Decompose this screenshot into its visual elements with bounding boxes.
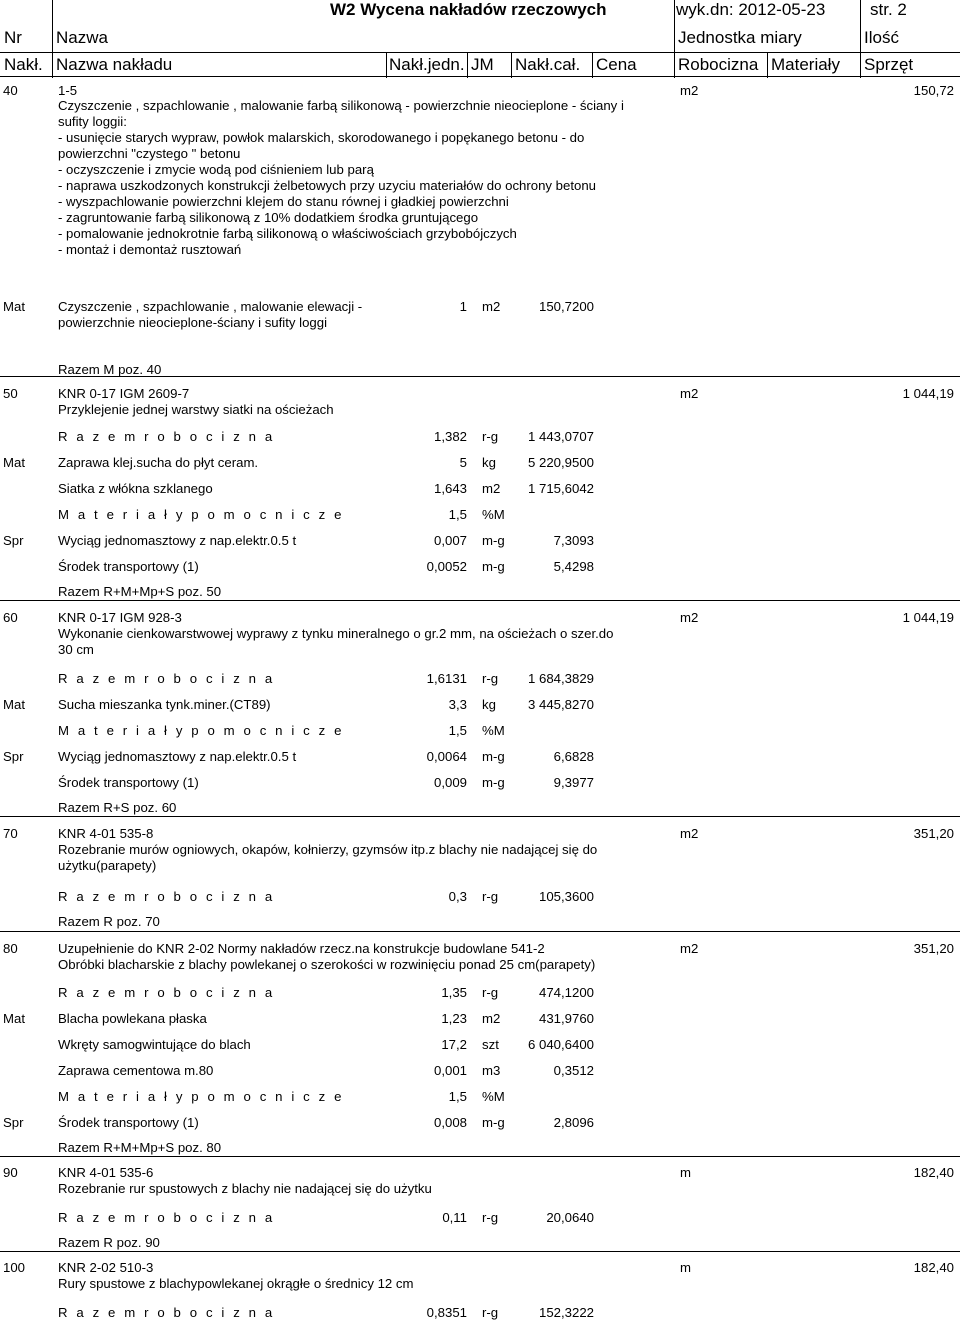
position-description: - usunięcie starych wypraw, powłok malarskich, skorodowanego i popękanego betonu - do [58, 130, 585, 145]
col-header-nakl-cal: Nakł.cał. [515, 55, 581, 74]
total-value: 1 684,3829 [527, 671, 594, 686]
position-code: KNR 2-02 510-3 [58, 1260, 154, 1275]
norm-value: 3,3 [448, 697, 467, 712]
total-value: 9,3977 [553, 775, 594, 790]
auxiliary-materials-label: M a t e r i a ł y p o m o c n i c z e [58, 507, 345, 522]
total-value: 431,9760 [538, 1011, 594, 1026]
position-description: Rozebranie murów ogniowych, okapów, kołnierzy, gzymsów itp.z blachy nie nadającej się do [58, 842, 598, 857]
unit: m-g [482, 749, 505, 764]
col-header-nakl-jedn: Nakł.jedn. [389, 55, 465, 74]
position-description: - naprawa uszkodzonych konstrukcji żelbetowych przy uzyciu materiałów do ochrony betonu [58, 178, 597, 193]
position-summary: Razem R poz. 90 [58, 1235, 160, 1250]
position-unit: m2 [680, 386, 699, 401]
labor-total-label: R a z e m r o b o c i z n a [58, 1210, 275, 1225]
position-description: sufity loggii: [58, 114, 127, 129]
material-name: Sucha mieszanka tynk.miner.(CT89) [58, 697, 271, 712]
col-header-materialy: Materiały [771, 55, 840, 74]
position-description: - wyszpachlowanie powierzchni klejem do stanu równej i gładkiej powierzchni [58, 194, 509, 209]
unit: r-g [482, 1210, 499, 1225]
norm-value: 1,382 [433, 429, 467, 444]
unit: %M [482, 723, 505, 738]
position-description: - zagruntowanie farbą silikonową z 10% dodatkiem środka gruntującego [58, 210, 479, 225]
col-header-nazwa-nakladu: Nazwa nakładu [56, 55, 173, 74]
position-unit: m2 [680, 83, 699, 98]
total-value: 7,3093 [553, 533, 594, 548]
material-name: Zaprawa cementowa m.80 [58, 1063, 214, 1078]
norm-value: 5 [459, 455, 467, 470]
position-summary: Razem R+S poz. 60 [58, 800, 177, 815]
equipment-name: Wyciąg jednomasztowy z nap.elektr.0.5 t [58, 533, 297, 548]
total-value: 474,1200 [538, 985, 594, 1000]
position-quantity: 182,40 [913, 1260, 954, 1275]
norm-value: 1 [459, 299, 467, 314]
position-code: KNR 4-01 535-6 [58, 1165, 154, 1180]
position-code: KNR 4-01 535-8 [58, 826, 154, 841]
total-value: 3 445,8270 [527, 697, 594, 712]
position-description: użytku(parapety) [58, 858, 157, 873]
position-code: Uzupełnienie do KNR 2-02 Normy nakładów rzecz.na konstrukcje budowlane 541-2 [58, 941, 545, 956]
col-header-ilosc: Ilość [864, 28, 899, 47]
col-header-sprzet: Sprzęt [864, 55, 914, 74]
norm-value: 0,0064 [426, 749, 467, 764]
total-value: 1 715,6042 [527, 481, 594, 496]
col-header-cena: Cena [596, 55, 637, 74]
labor-total-label: R a z e m r o b o c i z n a [58, 671, 275, 686]
col-header-robocizna: Robocizna [678, 55, 759, 74]
header-divider-2 [0, 76, 960, 77]
col-divider [511, 52, 512, 78]
position-number: 50 [3, 386, 18, 401]
position-number: 80 [3, 941, 18, 956]
position-description: Czyszczenie , szpachlowanie , malowanie farbą silikonową - powierzchnie nieocieplone - ściany i [58, 98, 624, 113]
unit: %M [482, 507, 505, 522]
unit: r-g [482, 889, 499, 904]
col-header-nakl: Nakł. [4, 55, 43, 74]
position-quantity: 182,40 [913, 1165, 954, 1180]
norm-value: 1,643 [433, 481, 467, 496]
position-code: KNR 0-17 IGM 928-3 [58, 610, 182, 625]
position-description: Rozebranie rur spustowych z blachy nie nadającej się do użytku [58, 1181, 432, 1196]
norm-value: 0,007 [433, 533, 467, 548]
position-summary: Razem M poz. 40 [58, 362, 162, 377]
unit: r-g [482, 1305, 499, 1320]
unit: r-g [482, 985, 499, 1000]
header-divider-1 [0, 52, 960, 53]
print-date: wyk.dn: 2012-05-23 [676, 0, 826, 19]
material-label: Mat [3, 299, 25, 314]
col-divider [674, 0, 675, 78]
labor-total-label: R a z e m r o b o c i z n a [58, 889, 275, 904]
position-number: 60 [3, 610, 18, 625]
equipment-name: Środek transportowy (1) [58, 775, 199, 790]
norm-value: 1,35 [441, 985, 467, 1000]
equipment-name: Wyciąg jednomasztowy z nap.elektr.0.5 t [58, 749, 297, 764]
unit: m-g [482, 1115, 505, 1130]
material-label: Mat [3, 455, 25, 470]
unit: r-g [482, 429, 499, 444]
position-summary: Razem R poz. 70 [58, 914, 160, 929]
norm-value: 1,5 [448, 1089, 467, 1104]
position-unit: m [680, 1260, 691, 1275]
position-quantity: 1 044,19 [902, 386, 954, 401]
material-name: Blacha powlekana płaska [58, 1011, 207, 1026]
position-description: Obróbki blacharskie z blachy powlekanej o szerokości w rozwinięciu ponad 25 cm(parapety) [58, 957, 596, 972]
equipment-name: Środek transportowy (1) [58, 1115, 199, 1130]
labor-total-label: R a z e m r o b o c i z n a [58, 1305, 275, 1320]
unit: m-g [482, 775, 505, 790]
position-description: Rury spustowe z blachypowlekanej okrągłe o średnicy 12 cm [58, 1276, 414, 1291]
page-title: W2 Wycena nakładów rzeczowych [330, 0, 607, 19]
unit: r-g [482, 671, 499, 686]
material-name: Wkręty samogwintujące do blach [58, 1037, 251, 1052]
norm-value: 1,5 [448, 723, 467, 738]
equipment-label: Spr [3, 533, 24, 548]
col-divider [386, 52, 387, 78]
position-number: 40 [3, 83, 18, 98]
position-number: 100 [3, 1260, 26, 1275]
page-number: str. 2 [870, 0, 907, 19]
position-description: powierzchni "czystego " betonu [58, 146, 241, 161]
unit: m2 [482, 299, 501, 314]
position-code: KNR 0-17 IGM 2609-7 [58, 386, 190, 401]
position-unit: m2 [680, 826, 699, 841]
auxiliary-materials-label: M a t e r i a ł y p o m o c n i c z e [58, 723, 345, 738]
total-value: 6 040,6400 [527, 1037, 594, 1052]
total-value: 1 443,0707 [527, 429, 594, 444]
col-header-jm: JM [471, 55, 494, 74]
norm-value: 0,009 [433, 775, 467, 790]
position-divider [0, 1251, 960, 1252]
position-quantity: 1 044,19 [902, 610, 954, 625]
position-description: 30 cm [58, 642, 94, 657]
total-value: 0,3512 [553, 1063, 594, 1078]
position-description: - montaż i demontaż rusztowań [58, 242, 242, 257]
position-summary: Razem R+M+Mp+S poz. 80 [58, 1140, 222, 1155]
material-name: Zaprawa klej.sucha do płyt ceram. [58, 455, 259, 470]
norm-value: 1,5 [448, 507, 467, 522]
equipment-label: Spr [3, 1115, 24, 1130]
col-divider [52, 0, 53, 78]
unit: %M [482, 1089, 505, 1104]
norm-value: 1,6131 [426, 671, 467, 686]
position-unit: m2 [680, 610, 699, 625]
norm-value: 0,11 [442, 1210, 467, 1225]
unit: m2 [482, 481, 501, 496]
equipment-name: Środek transportowy (1) [58, 559, 199, 574]
col-header-nazwa: Nazwa [56, 28, 108, 47]
material-name: Siatka z włókna szklanego [58, 481, 213, 496]
total-value: 5,4298 [553, 559, 594, 574]
position-divider [0, 816, 960, 817]
labor-total-label: R a z e m r o b o c i z n a [58, 429, 275, 444]
position-description: Przyklejenie jednej warstwy siatki na ościeżach [58, 402, 334, 417]
position-divider [0, 1156, 960, 1157]
total-value: 2,8096 [553, 1115, 594, 1130]
unit: m-g [482, 533, 505, 548]
position-unit: m [680, 1165, 691, 1180]
col-divider [860, 0, 861, 78]
auxiliary-materials-label: M a t e r i a ł y p o m o c n i c z e [58, 1089, 345, 1104]
col-divider [467, 52, 468, 78]
col-divider [592, 52, 593, 78]
position-divider [0, 376, 960, 377]
position-divider [0, 600, 960, 601]
position-description: Wykonanie cienkowarstwowej wyprawy z tynku mineralnego o gr.2 mm, na ościeżach o szer.do [58, 626, 614, 641]
position-number: 90 [3, 1165, 18, 1180]
position-description: - oczyszczenie i zmycie wodą pod ciśnieniem lub parą [58, 162, 374, 177]
norm-value: 0,3 [448, 889, 467, 904]
position-number: 70 [3, 826, 18, 841]
total-value: 152,3222 [538, 1305, 594, 1320]
norm-value: 0,001 [433, 1063, 467, 1078]
norm-value: 1,23 [441, 1011, 467, 1026]
position-description: - pomalowanie jednokrotnie farbą silikonową o właściwościach grzybobójczych [58, 226, 517, 241]
equipment-label: Spr [3, 749, 24, 764]
material-label: Mat [3, 697, 25, 712]
unit: m2 [482, 1011, 501, 1026]
total-value: 105,3600 [538, 889, 594, 904]
unit: m3 [482, 1063, 501, 1078]
unit: kg [482, 455, 496, 470]
position-unit: m2 [680, 941, 699, 956]
position-quantity: 351,20 [913, 826, 954, 841]
total-value: 20,0640 [546, 1210, 594, 1225]
unit: szt [482, 1037, 499, 1052]
col-divider [767, 52, 768, 78]
norm-value: 0,8351 [426, 1305, 467, 1320]
norm-value: 0,0052 [426, 559, 467, 574]
norm-value: 0,008 [433, 1115, 467, 1130]
material-label: Mat [3, 1011, 25, 1026]
material-name: powierzchnie nieocieplone-ściany i sufity loggi [58, 315, 328, 330]
position-summary: Razem R+M+Mp+S poz. 50 [58, 584, 222, 599]
total-value: 6,6828 [553, 749, 594, 764]
labor-total-label: R a z e m r o b o c i z n a [58, 985, 275, 1000]
position-divider [0, 931, 960, 932]
total-value: 150,7200 [538, 299, 594, 314]
unit: m-g [482, 559, 505, 574]
col-header-jednostka: Jednostka miary [678, 28, 802, 47]
unit: kg [482, 697, 496, 712]
position-quantity: 351,20 [913, 941, 954, 956]
col-header-nr: Nr [4, 28, 22, 47]
total-value: 5 220,9500 [527, 455, 594, 470]
material-name: Czyszczenie , szpachlowanie , malowanie elewacji - [58, 299, 363, 314]
position-code: 1-5 [58, 83, 78, 98]
norm-value: 17,2 [441, 1037, 467, 1052]
position-quantity: 150,72 [913, 83, 954, 98]
